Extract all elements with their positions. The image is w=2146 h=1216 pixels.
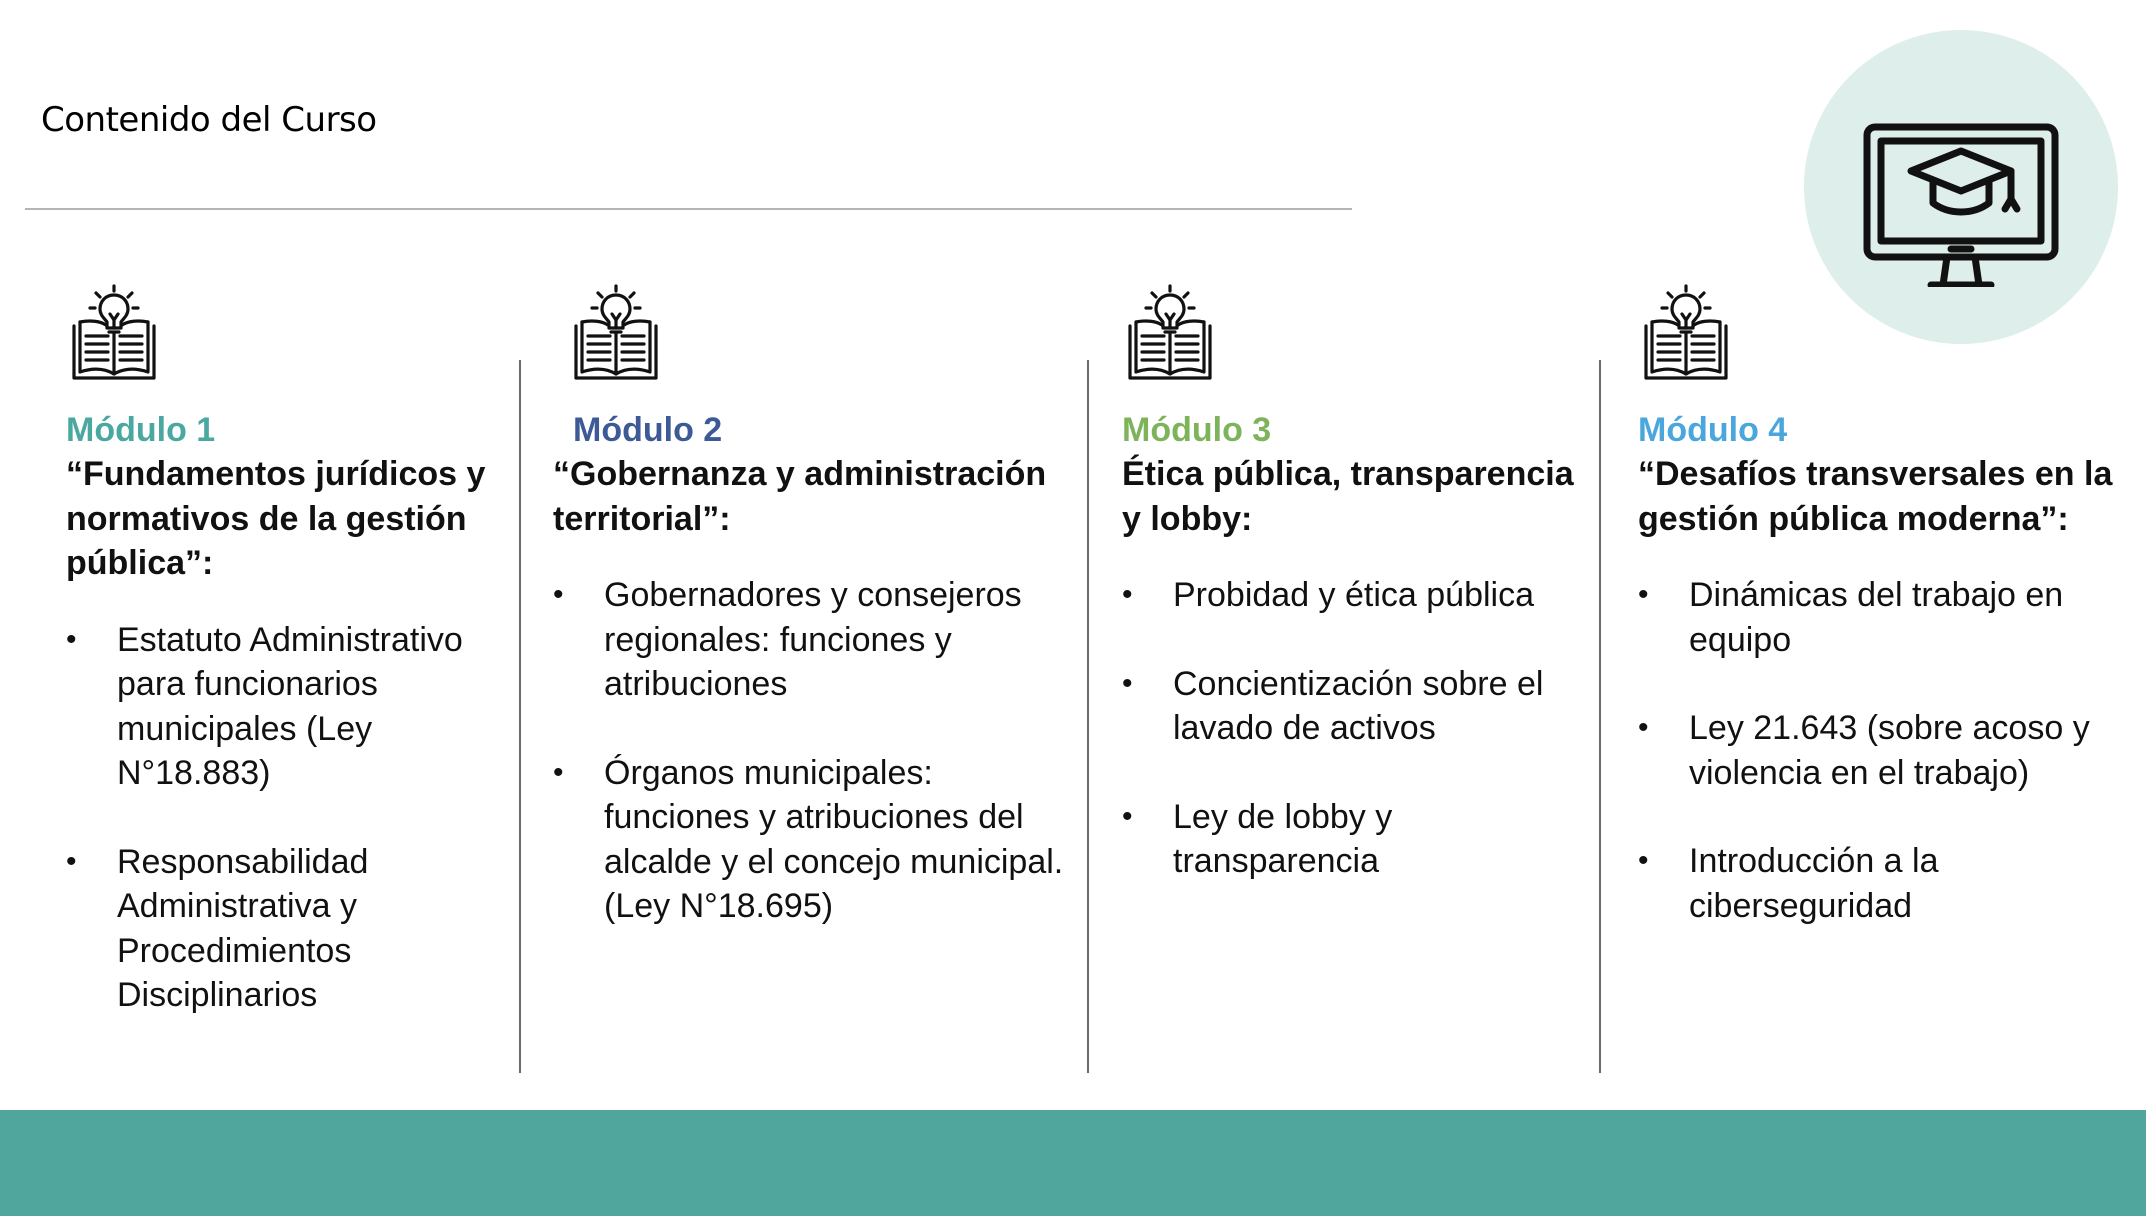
module-title: “Gobernanza y administración territorial”: <box>553 455 1047 538</box>
module-1 <box>66 284 506 1062</box>
page-title: Contenido del Curso <box>41 100 377 140</box>
module-label: Módulo 2 <box>573 411 723 449</box>
list-item <box>1638 706 2118 795</box>
topic-list <box>66 618 506 1018</box>
list-item <box>553 573 1073 707</box>
module-label: Módulo 1 <box>66 411 216 449</box>
book-lightbulb-icon <box>66 284 162 384</box>
topic-text: Gobernadores y consejeros regionales: funciones y atribuciones <box>604 576 1022 703</box>
list-item <box>1122 662 1584 751</box>
list-item <box>66 840 506 1018</box>
column-divider-3 <box>1599 360 1601 1073</box>
book-lightbulb-icon <box>568 284 664 384</box>
module-3 <box>1122 288 1584 928</box>
topic-text: Dinámicas del trabajo en equipo <box>1689 576 2064 659</box>
title-divider <box>25 208 1352 210</box>
list-item <box>66 618 506 796</box>
topic-text: Órganos municipales: funciones y atribuciones del alcalde y el concejo municipal. (Ley N°18.695) <box>604 753 1064 925</box>
topic-text: Ley 21.643 (sobre acoso y violencia en el trabajo) <box>1689 709 2090 792</box>
column-divider-1 <box>519 360 521 1073</box>
list-item <box>1122 795 1584 884</box>
topic-list <box>1122 573 1584 884</box>
bullet-icon: • <box>1638 578 1649 611</box>
module-title: “Fundamentos jurídicos y normativos de la gestión pública”: <box>66 455 486 582</box>
topic-text: Introducción a la ciberseguridad <box>1689 842 1939 925</box>
module-label: Módulo 3 <box>1122 411 1272 449</box>
topic-list <box>553 573 1073 929</box>
footer-band <box>0 1110 2146 1216</box>
module-title: “Desafíos transversales en la gestión pública moderna”: <box>1638 455 2113 538</box>
bullet-icon: • <box>1122 578 1133 611</box>
bullet-icon: • <box>66 622 77 656</box>
list-item <box>1638 573 2118 662</box>
bullet-icon: • <box>1638 711 1649 744</box>
topic-list <box>1638 573 2118 928</box>
bullet-icon: • <box>1638 844 1649 877</box>
bullet-icon: • <box>1122 666 1133 700</box>
topic-text: Concientización sobre el lavado de activos <box>1173 664 1544 747</box>
list-item <box>1638 839 2118 928</box>
book-lightbulb-icon <box>1638 284 1734 384</box>
topic-text: Estatuto Administrativo para funcionarios municipales (Ley N°18.883) <box>117 620 463 792</box>
module-title: Ética pública, transparencia y lobby: <box>1122 455 1574 538</box>
module-label: Módulo 4 <box>1638 411 1788 449</box>
bullet-icon: • <box>66 844 77 878</box>
topic-text: Probidad y ética pública <box>1173 576 1535 614</box>
module-2 <box>553 284 1073 973</box>
module-4 <box>1638 284 2118 972</box>
topic-text: Ley de lobby y transparencia <box>1173 797 1393 880</box>
list-item <box>553 751 1073 929</box>
topic-text: Responsabilidad Administrativa y Procedimientos Disciplinarios <box>117 842 369 1014</box>
bullet-icon: • <box>1122 799 1133 833</box>
book-lightbulb-icon <box>1122 284 1218 384</box>
computer-graduation-cap-icon <box>1861 87 2061 287</box>
column-divider-2 <box>1087 360 1089 1073</box>
bullet-icon: • <box>553 578 564 611</box>
bullet-icon: • <box>553 755 564 789</box>
list-item <box>1122 573 1584 618</box>
